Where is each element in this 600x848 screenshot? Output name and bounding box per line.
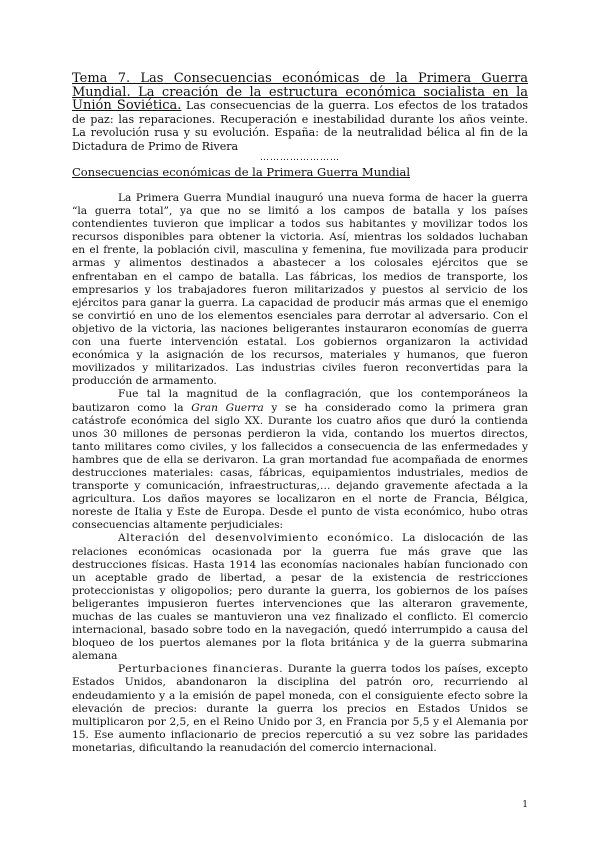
paragraph-4 — [72, 663, 528, 755]
paragraph-4-text: Durante la guerra todos los países, excepto Estados Unidos, abandonaron la disciplina del patrón oro, recurriendo al endeudamiento y a la emisión de papel moneda, con el consiguiente efecto sobre la elevación de precios: durante la guerra los precios en Estados Unidos se multiplicaron por 2,5, en el Reino Unido por 3, en Francia por 5,5 y el Alemania por 15. Ese aumento inflacionario de precios repercutió a su vez sobre las paridades monetarias, dificultando la reanudación del comercio internacional. — [72, 663, 528, 754]
paragraph-3-text: La dislocación de las relaciones económicas ocasionada por la guerra fue más grave que las destrucciones físicas. Hasta 1914 las economías nacionales habían funcionado con un aceptable grado de libertad, a pesar de la existencia de restricciones proteccionistas y oligopolios; pero durante la guerra, los gobiernos de los países beligerantes impusieron fuertes intervenciones que las alteraron gravemente, muchas de las cuales se mantuvieron una vez finalizado el conflicto. El comercio internacional, basado sobre todo en la navegación, quedó interrumpido a causa del bloqueo de los puertos alemanes por la flota británica y de la guerra submarina alemana — [72, 532, 529, 663]
separator: …………………… — [260, 153, 340, 163]
document-page — [72, 72, 528, 755]
keyword-alteracion: Alteración del desenvolvimiento económico. — [118, 532, 394, 545]
document-title: Tema 7. Las Consecuencias económicas de la Primera Guerra Mundial. La creación de la estructura económica socialista en la Unión Soviética. — [72, 71, 528, 113]
paragraph-3 — [72, 532, 528, 663]
page-number: 1 — [522, 800, 528, 810]
header-block — [72, 72, 528, 153]
gran-guerra-term: Gran Guerra — [191, 401, 264, 414]
section-heading: Consecuencias económicas de la Primera Guerra Mundial — [72, 165, 411, 179]
paragraph-2 — [72, 388, 528, 532]
paragraph-1: La Primera Guerra Mundial inauguró una nueva forma de hacer la guerra “la guerra total”, ya que no se limitó a los campos de batalla y los países contendientes tuvieron que implicar a todos sus habitantes y movilizar todos los recursos disponibles para obtener la victoria. Así, mientras los soldados luchaban en el frente, la población civil, masculina y femenina, fue movilizada para producir armas y alimentos destinados a abastecer a los colosales ejércitos que se enfrentaban en el campo de batalla. Las fábricas, los medios de transporte, los empresarios y los trabajadores fueron militarizados y puestos al servicio de los ejércitos para ganar la guerra. La capacidad de producir más armas que el enemigo se convirtió en uno de los elementos esenciales para derrotar al adversario. Con el objetivo de la victoria, las naciones beligerantes instauraron economías de guerra con una fuerte intervención estatal. Los gobiernos organizaron la actividad económica y la asignación de los recursos, materiales y humanos, que fueron movilizados y militarizados. Las industrias civiles fueron reconvertidas para la producción de armamento. — [72, 192, 528, 388]
keyword-perturbaciones: Perturbaciones financieras. — [118, 663, 284, 676]
paragraph-2-text-a: Fue tal la magnitud de la conflagración, que los contemporáneos la bautizaron como la — [72, 388, 528, 414]
paragraph-2-text-b: y se ha considerado como la primera gran catástrofe económica del siglo XX. Durante los cuatro años que duró la contienda unos 30 millones de personas perdieron la vida, contando los muertos directos, tanto militares como civiles, y los fallecidos a consecuencia de las enfermedades y hambres que de ella se derivaron. La gran mortandad fue acompañada de enormes destrucciones materiales: casas, fábricas, equipamientos industriales, medios de transporte y comunicación, infraestructuras,… dejando gravemente afectada a la agricultura. Los daños mayores se localizaron en el norte de Francia, Bélgica, noreste de Italia y Este de Europa. Desde el punto de vista económico, hubo otras consecuencias altamente perjudiciales: — [72, 401, 528, 532]
topic-summary: Las consecuencias de la guerra. Los efectos de los tratados de paz: las reparaciones. Recuperación e inestabilidad durante los años veinte. La revolución rusa y su evolución. España: de la neutralidad bélica al fin de la Dictadura de Primo de Rivera — [72, 99, 528, 153]
